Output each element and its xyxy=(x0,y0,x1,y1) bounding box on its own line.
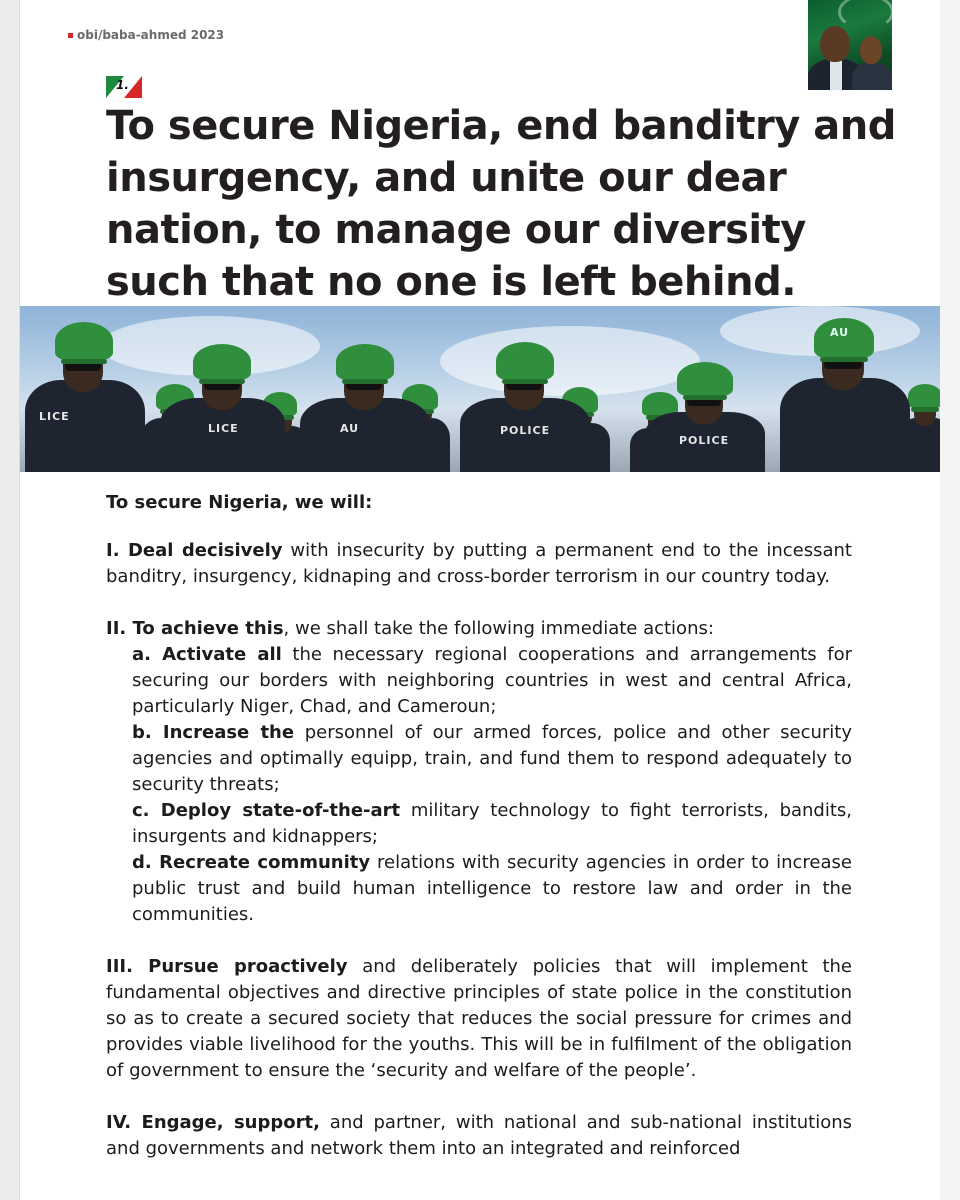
point-iv-text: and partner, with national and sub-national institutions and governments and network them into an integrated and reinforced xyxy=(106,1112,853,1159)
point-d-lead: d. Recreate community xyxy=(132,852,371,873)
point-b-lead: b. Increase the xyxy=(132,722,295,743)
point-b-text: personnel of our armed forces, police and other security agencies and optimally equipp, train, and fund them to respond adequately to security threats; xyxy=(132,722,852,795)
point-i-text: with insecurity by putting a permanent end to the incessant banditry, insurgency, kidnaping and cross-border terrorism in our country today. xyxy=(106,540,852,587)
point-iv xyxy=(106,1110,852,1162)
point-ii-lead: II. To achieve this xyxy=(106,618,284,639)
vest-label: POLICE xyxy=(679,434,730,447)
point-a-text: the necessary regional cooperations and arrangements for securing our borders with neighboring countries in west and central Africa, particularly Niger, Chad, and Cameroun; xyxy=(132,644,853,717)
point-iv-lead: IV. Engage, support, xyxy=(106,1112,320,1133)
bullet-icon xyxy=(68,33,73,38)
policy-text xyxy=(106,490,852,1162)
helmet-label: AU xyxy=(830,326,850,339)
section-heading: To secure Nigeria, we will: xyxy=(106,492,373,513)
page-edge xyxy=(940,0,960,1200)
point-d-text: relations with security agencies in order to increase public trust and build human intelligence to restore law and order in the communities. xyxy=(132,852,852,925)
point-iii-lead: III. Pursue proactively xyxy=(106,956,348,977)
source-tag xyxy=(68,28,224,42)
point-b xyxy=(106,720,852,798)
point-ii-text: , we shall take the following immediate actions: xyxy=(283,618,714,639)
document-page xyxy=(20,0,940,1200)
point-c xyxy=(106,798,852,850)
section-number: 1. xyxy=(116,78,129,92)
vest-label: LICE xyxy=(39,410,70,423)
point-c-text: military technology to fight terrorists, bandits, insurgents and kidnappers; xyxy=(132,800,853,847)
point-iii xyxy=(106,954,852,1084)
point-a xyxy=(106,642,852,720)
source-tag-text: obi/baba-ahmed 2023 xyxy=(77,28,225,42)
point-iii-text: and deliberately policies that will implement the fundamental objectives and directive principles of state police in the constitution so as to create a secured society that reduces the social pressure for crimes and provides viable livelihood for the youths. This will be in fulfilment of the obligation of government to ensure the ‘security and welfare of the people’. xyxy=(106,956,852,1081)
point-i-lead: I. Deal decisively xyxy=(106,540,283,561)
vest-label: POLICE xyxy=(500,424,551,437)
page-title: To secure Nigeria, end banditry and insurgency, and unite our dear nation, to manage our diversity such that no one is left behind. xyxy=(106,103,896,305)
point-d xyxy=(106,850,852,928)
point-ii xyxy=(106,616,852,642)
candidates-portrait xyxy=(808,0,892,90)
section-number-badge xyxy=(106,76,142,98)
vest-label: AU xyxy=(340,422,360,435)
point-c-lead: c. Deploy state-of-the-art xyxy=(132,800,401,821)
point-i xyxy=(106,538,852,590)
point-a-lead: a. Activate all xyxy=(132,644,282,665)
security-forces-photo xyxy=(20,306,940,472)
vest-label: LICE xyxy=(208,422,239,435)
